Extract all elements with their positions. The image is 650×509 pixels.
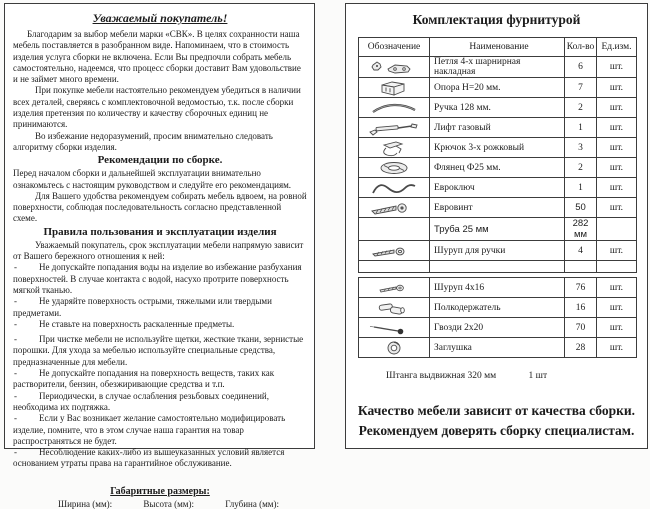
col-qty: Кол-во <box>565 38 597 57</box>
bullet-dash: - <box>14 262 17 273</box>
table-row <box>359 158 637 178</box>
small-screw-icon <box>366 279 422 297</box>
col-designation: Обозначение <box>359 38 430 57</box>
hardware-kit-title: Комплектация фурнитурой <box>412 12 581 27</box>
extension-rod-line <box>386 371 647 381</box>
rule-item <box>13 262 307 296</box>
rule-text: Несоблюдение каких-либо из вышеуказанных условий является основанием утраты права на гарантийное обслуживание. <box>13 447 285 469</box>
item-unit: шт. <box>597 241 637 261</box>
item-unit: шт. <box>597 198 637 218</box>
rule-text: Не ударяйте поверхность острыми, тяжелыми или твердыми предметами. <box>13 296 272 318</box>
item-unit: шт. <box>597 158 637 178</box>
quality-note-line1: Качество мебели зависит от качества сборки. <box>357 403 636 418</box>
rule-item <box>13 413 307 447</box>
depth-label: Глубина (мм): <box>225 498 279 509</box>
item-name: Труба 25 мм <box>430 218 565 241</box>
check-parts-paragraph: При покупке мебели настоятельно рекомендуем убедиться в наличии всех деталей, сверяясь с комплектовочной ведомостью, т.к. после сборки изделия претензия по количеству и качеству сборочных единиц не принимаются. <box>13 85 301 130</box>
col-name: Наименование <box>430 38 565 57</box>
plug-cap-icon <box>366 339 422 357</box>
table-header-row <box>359 38 637 57</box>
item-name: Петля 4-х шарнирная накладная <box>430 57 565 78</box>
item-qty: 1 <box>565 178 597 198</box>
table-row <box>359 98 637 118</box>
rule-item <box>13 391 307 414</box>
item-name: Евровинт <box>430 198 565 218</box>
item-qty: 3 <box>565 138 597 158</box>
item-name: Заглушка <box>430 338 565 358</box>
bullet-dash: - <box>14 390 17 401</box>
rule-text: Не допускайте попадания на поверхность веществ, таких как растворители, бензин, обезжиривающие средства и т.п. <box>13 368 275 390</box>
usage-rules-heading: Правила пользования и эксплуатации изделия <box>43 225 277 238</box>
assembly-recommendations-heading: Рекомендации по сборке. <box>97 154 223 167</box>
item-name: Полкодержатель <box>430 298 565 318</box>
handle-icon <box>366 99 422 117</box>
empty-designation-cell <box>359 261 430 273</box>
table-row <box>359 138 637 158</box>
table-row <box>359 198 637 218</box>
item-name: Ручка 128 мм. <box>430 98 565 118</box>
gas-lift-icon <box>366 119 422 137</box>
hardware-table-continued <box>358 277 637 358</box>
rule-item <box>13 334 307 368</box>
item-qty: 28 <box>565 338 597 358</box>
table-row <box>359 298 637 318</box>
item-unit: шт. <box>597 78 637 98</box>
algorithm-paragraph: Во избежание недоразумений, просим внимательно следовать алгоритму сборки изделия. <box>13 130 273 152</box>
rule-text: Не ставьте на поверхность раскаленные предметы. <box>39 318 235 329</box>
table-row <box>359 241 637 261</box>
rule-item <box>13 319 307 330</box>
item-unit <box>597 261 637 273</box>
item-qty <box>565 261 597 273</box>
col-unit: Ед.изм. <box>597 38 637 57</box>
hardware-table <box>358 37 637 273</box>
item-unit: шт. <box>597 318 637 338</box>
item-name: Шуруп 4х16 <box>430 278 565 298</box>
hook-icon <box>366 139 422 157</box>
item-qty: 2 <box>565 158 597 178</box>
rule-item <box>13 296 307 319</box>
item-qty: 6 <box>565 57 597 78</box>
hinge-icon <box>366 58 422 76</box>
furniture-leg-icon <box>366 79 422 97</box>
bullet-dash: - <box>14 413 17 424</box>
read-manual-paragraph: Перед началом сборки и дальнейшей эксплуатации внимательно ознакомьтесь с настоящим руководством и следуйте его рекомендациям. <box>13 168 292 190</box>
handle-screw-icon <box>366 242 422 260</box>
item-qty: 7 <box>565 78 597 98</box>
item-qty: 16 <box>565 298 597 318</box>
table-row <box>359 338 637 358</box>
item-name <box>430 261 565 273</box>
rule-text: Периодически, в случае ослабления резьбовых соединений, необходима их подтяжка. <box>13 390 269 412</box>
item-unit: шт. <box>597 298 637 318</box>
item-unit: шт. <box>597 278 637 298</box>
rule-text: При чистке мебели не используйте щетки, жесткие ткани, зернистые порошки. Для ухода за мебелью используйте специальные средства, предназначенные для мебели. <box>13 334 304 367</box>
item-unit: шт. <box>597 57 637 78</box>
bullet-dash: - <box>14 318 17 329</box>
table-row <box>359 57 637 78</box>
table-row <box>359 78 637 98</box>
item-name: Крючок 3-х рожковый <box>430 138 565 158</box>
bullet-dash: - <box>14 334 17 345</box>
empty-table-row <box>359 261 637 273</box>
flange-icon <box>366 159 422 177</box>
bullet-dash: - <box>14 368 17 379</box>
intro-paragraph: Благодарим за выбор мебели марки «СВК». В целях сохранности наша мебель поставляется в разобранном виде. Напоминаем, что в стоимость изделия услуга сборки не включена. Если Вы предпочли собрать мебель самостоятельно, надеемся, что процесс сборки доставит Вам удовольствие и не займет много времени. <box>13 29 301 85</box>
nail-icon <box>366 319 422 337</box>
height-label: Высота (мм): <box>143 498 195 509</box>
hardware-kit-page <box>345 3 648 449</box>
page-title: Уважаемый покупатель! <box>92 11 228 25</box>
item-name: Флянец Ф25 мм. <box>430 158 565 178</box>
bullet-dash: - <box>14 296 17 307</box>
empty-designation-cell <box>359 218 430 241</box>
item-unit: шт. <box>597 178 637 198</box>
width-label: Ширина (мм): <box>58 498 113 509</box>
item-unit: шт. <box>597 138 637 158</box>
table-row <box>359 318 637 338</box>
item-name: Лифт газовый <box>430 118 565 138</box>
item-unit: шт. <box>597 338 637 358</box>
euro-screw-icon <box>366 199 422 217</box>
item-qty: 282 мм <box>565 218 597 241</box>
item-qty: 1 <box>565 118 597 138</box>
rule-text: Если у Вас возникает желание самостоятельно модифицировать изделие, помните, что в этом случае наша гарантия на товар распространяться не будет. <box>13 413 286 446</box>
item-unit: шт. <box>597 118 637 138</box>
item-qty: 76 <box>565 278 597 298</box>
instructions-page <box>4 3 315 509</box>
item-qty: 70 <box>565 318 597 338</box>
shelf-pin-icon <box>366 299 422 317</box>
item-qty: 2 <box>565 98 597 118</box>
lifetime-paragraph: Уважаемый покупатель, срок эксплуатации мебели напрямую зависит от Вашего бережного отношения к ней: <box>13 239 304 262</box>
extension-rod-qty: 1 шт <box>528 371 548 381</box>
two-people-paragraph: Для Вашего удобства рекомендуем собирать мебель вдвоем, на ровной поверхности, соблюдая последовательность согласно представленной схеме. <box>13 190 307 224</box>
item-unit: шт. <box>597 98 637 118</box>
item-name: Опора Н=20 мм. <box>430 78 565 98</box>
item-name: Евроключ <box>430 178 565 198</box>
dimensions-heading: Габаритные размеры: <box>110 485 210 497</box>
bullet-dash: - <box>14 447 17 458</box>
overall-dimensions-section <box>13 486 307 509</box>
quality-note-line2: Рекомендуем доверять сборку специалистам. <box>358 423 635 438</box>
table-row <box>359 178 637 198</box>
table-row <box>359 118 637 138</box>
table-row <box>359 278 637 298</box>
item-unit <box>597 218 637 241</box>
euro-key-icon <box>366 179 422 197</box>
rule-item <box>13 447 307 470</box>
rule-item <box>13 368 307 391</box>
item-qty: 4 <box>565 241 597 261</box>
table-row <box>359 218 637 241</box>
rule-text: Не допускайте попадания воды на изделие во избежание разбухания поверхностей. В случае контакта с водой, насухо протрите поверхность мягкой тканью. <box>13 262 302 295</box>
item-name: Гвозди 2х20 <box>430 318 565 338</box>
item-qty: 50 <box>565 198 597 218</box>
extension-rod-label: Штанга выдвижная 320 мм <box>386 371 497 381</box>
item-name: Шуруп для ручки <box>430 241 565 261</box>
quality-note <box>346 401 647 441</box>
